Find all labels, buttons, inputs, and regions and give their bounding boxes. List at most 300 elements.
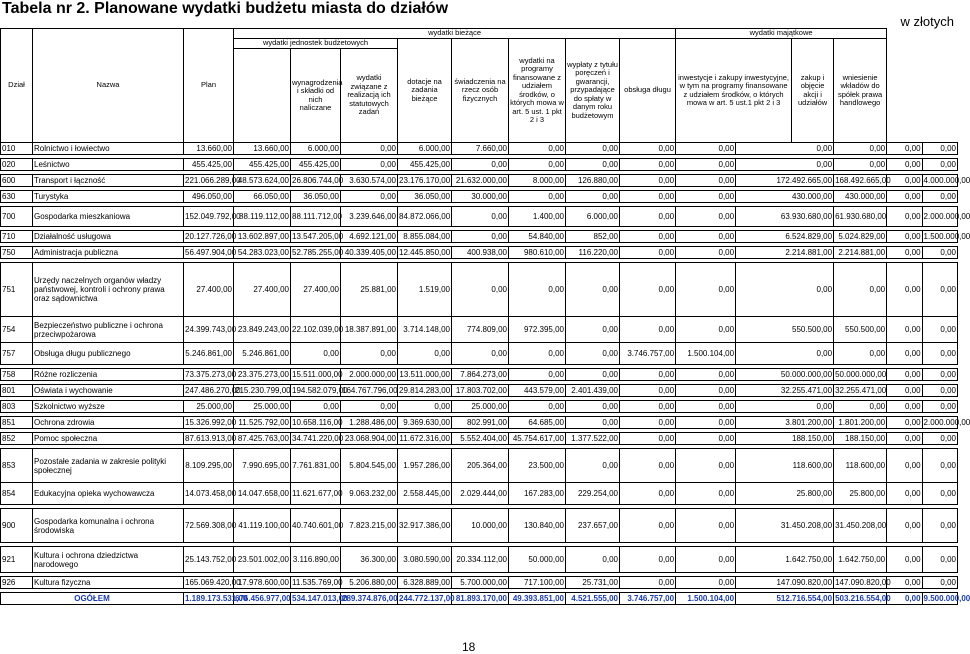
- value-cell: 31.450.208,00: [736, 509, 834, 543]
- dzial-code: 851: [1, 417, 33, 429]
- value-cell: 0,00: [452, 343, 509, 365]
- table-row: [1, 343, 958, 365]
- value-cell: 0,00: [676, 143, 736, 155]
- dzial-code: 700: [1, 207, 33, 227]
- value-cell: 5.700.000,00: [452, 577, 509, 589]
- value-cell: 50.000,00: [509, 547, 566, 573]
- dzial-code: 754: [1, 317, 33, 343]
- table-row: [1, 317, 958, 343]
- total-value: 503.216.554,00: [835, 594, 891, 603]
- value-cell: 26.806.744,00: [292, 176, 344, 185]
- value-cell: 0,00: [566, 417, 620, 429]
- value-cell: 3.116.890,00: [291, 547, 341, 573]
- value-cell: 73.375.273,00: [185, 370, 237, 379]
- value-cell: 430.000,00: [834, 191, 887, 203]
- value-cell: 0,00: [620, 207, 676, 227]
- header-wyplaty: wypłaty z tytułu poręczeń i gwarancji, przypadające do spłaty w danym roku budżetowym: [566, 39, 620, 143]
- dzial-name: Różne rozliczenia: [33, 369, 184, 381]
- value-cell: 0,00: [620, 191, 676, 203]
- value-cell: 247.486.270,00: [185, 386, 241, 395]
- value-cell: 4.000.000,00: [923, 176, 970, 185]
- value-cell: 27.400,00: [184, 263, 234, 317]
- total-value: 81.893.170,00: [452, 593, 509, 605]
- value-cell: 0,00: [566, 159, 620, 171]
- value-cell: 0,00: [566, 317, 620, 343]
- value-cell: 18.387.891,00: [341, 317, 398, 343]
- value-cell: 1.519,00: [398, 263, 452, 317]
- value-cell: 237.657,00: [566, 509, 620, 543]
- value-cell: 2.401.439,00: [566, 385, 620, 397]
- value-cell: 72.569.308,00: [184, 509, 234, 543]
- dzial-code: 600: [1, 175, 33, 187]
- value-cell: 0,00: [922, 385, 957, 397]
- value-cell: 717.100,00: [509, 577, 566, 589]
- value-cell: 0,00: [676, 247, 736, 259]
- value-cell: 1.500.000,00: [923, 232, 970, 241]
- value-cell: 0,00: [887, 175, 922, 187]
- table-row: [1, 449, 958, 483]
- value-cell: 0,00: [676, 263, 736, 317]
- value-cell: 0,00: [676, 369, 736, 381]
- value-cell: 0,00: [736, 343, 834, 365]
- value-cell: 25.800,00: [736, 483, 834, 505]
- value-cell: 0,00: [620, 247, 676, 259]
- value-cell: 23.375.273,00: [234, 369, 291, 381]
- value-cell: 0,00: [922, 369, 957, 381]
- value-cell: 0,00: [509, 369, 566, 381]
- value-cell: 0,00: [922, 191, 957, 203]
- value-cell: 972.395,00: [509, 317, 566, 343]
- value-cell: 0,00: [676, 483, 736, 505]
- value-cell: 1.642.750,00: [834, 547, 887, 573]
- value-cell: 496.050,00: [184, 191, 234, 203]
- value-cell: 0,00: [452, 159, 509, 171]
- value-cell: 0,00: [566, 343, 620, 365]
- value-cell: 1.957.286,00: [398, 449, 452, 483]
- value-cell: 0,00: [922, 509, 957, 543]
- value-cell: 0,00: [676, 385, 736, 397]
- value-cell: 0,00: [834, 343, 887, 365]
- value-cell: 27.400,00: [234, 263, 291, 317]
- value-cell: 0,00: [676, 207, 736, 227]
- value-cell: 215.230.799,00: [235, 386, 291, 395]
- header-swiadczenia: świadczenia na rzecz osób fizycznych: [452, 39, 509, 143]
- value-cell: 0,00: [922, 317, 957, 343]
- value-cell: 0,00: [887, 433, 922, 445]
- value-cell: 0,00: [341, 143, 398, 155]
- table-row: [1, 191, 958, 203]
- value-cell: 4.692.121,00: [341, 231, 398, 243]
- dzial-name: Rolnictwo i łowiectwo: [33, 143, 184, 155]
- value-cell: 25.000,00: [184, 401, 234, 413]
- value-cell: 0,00: [398, 401, 452, 413]
- table-row: [1, 433, 958, 445]
- value-cell: 126.880,00: [566, 175, 620, 187]
- value-cell: 88.119.112,00: [234, 207, 291, 227]
- value-cell: 40.339.405,00: [341, 247, 398, 259]
- value-cell: 0,00: [887, 509, 922, 543]
- dzial-name: Oświata i wychowanie: [33, 385, 184, 397]
- value-cell: 0,00: [887, 547, 922, 573]
- dzial-code: 757: [1, 343, 33, 365]
- value-cell: 0,00: [620, 385, 676, 397]
- value-cell: 36.050,00: [291, 191, 341, 203]
- total-value: 0,00: [887, 593, 922, 605]
- value-cell: 0,00: [291, 343, 341, 365]
- value-cell: 0,00: [887, 369, 922, 381]
- value-cell: 84.872.066,00: [398, 207, 452, 227]
- value-cell: 172.492.665,00: [736, 175, 834, 187]
- value-cell: 0,00: [887, 247, 922, 259]
- value-cell: 130.840,00: [509, 509, 566, 543]
- value-cell: 6.000,00: [398, 143, 452, 155]
- value-cell: 0,00: [736, 143, 834, 155]
- value-cell: 0,00: [922, 143, 957, 155]
- total-value: 3.746.757,00: [620, 593, 676, 605]
- value-cell: 0,00: [922, 577, 957, 589]
- value-cell: 443.579,00: [509, 385, 566, 397]
- value-cell: 118.600,00: [736, 449, 834, 483]
- value-cell: 11.525.792,00: [234, 417, 291, 429]
- table-row: [1, 175, 958, 187]
- total-value: 512.716.554,00: [736, 593, 834, 605]
- dzial-name: Gospodarka komunalna i ochrona środowiska: [33, 509, 184, 543]
- value-cell: 0,00: [620, 159, 676, 171]
- value-cell: 3.801.200,00: [736, 417, 834, 429]
- value-cell: 0,00: [566, 547, 620, 573]
- value-cell: 14.073.458,00: [184, 483, 234, 505]
- value-cell: 147.090.820,00: [835, 578, 891, 587]
- value-cell: 164.767.796,00: [342, 386, 398, 395]
- value-cell: 0,00: [452, 231, 509, 243]
- value-cell: 0,00: [676, 577, 736, 589]
- value-cell: 0,00: [922, 263, 957, 317]
- value-cell: 0,00: [676, 191, 736, 203]
- value-cell: 0,00: [620, 317, 676, 343]
- value-cell: 0,00: [676, 317, 736, 343]
- value-cell: 15.326.992,00: [185, 418, 237, 427]
- value-cell: 6.524.829,00: [736, 231, 834, 243]
- value-cell: 0,00: [887, 191, 922, 203]
- value-cell: 17.978.600,00: [234, 577, 291, 589]
- header-dotacje: dotacje na zadania bieżące: [398, 39, 452, 143]
- table-row: [1, 547, 958, 573]
- value-cell: 41.119.100,00: [234, 509, 291, 543]
- value-cell: 0,00: [452, 207, 509, 227]
- header-wydatki-biezace: wydatki bieżące: [234, 29, 676, 39]
- total-value: 4.521.555,00: [566, 593, 620, 605]
- value-cell: 25.881,00: [341, 263, 398, 317]
- value-cell: 0,00: [509, 343, 566, 365]
- value-cell: 0,00: [620, 175, 676, 187]
- value-cell: 188.150,00: [736, 433, 834, 445]
- header-nazwa: Nazwa: [33, 29, 184, 143]
- value-cell: 87.613.913,00: [185, 434, 237, 443]
- total-value: 1.189.173.531,00: [185, 594, 248, 603]
- value-cell: 32.917.386,00: [398, 509, 452, 543]
- value-cell: 5.246.861,00: [234, 343, 291, 365]
- value-cell: 23.176.170,00: [399, 176, 451, 185]
- value-cell: 9.369.630,00: [398, 417, 452, 429]
- value-cell: 0,00: [676, 231, 736, 243]
- value-cell: 0,00: [736, 159, 834, 171]
- value-cell: 0,00: [566, 401, 620, 413]
- header-dzial: Dział: [1, 29, 33, 143]
- dzial-code: 900: [1, 509, 33, 543]
- value-cell: 1.500.104,00: [676, 343, 736, 365]
- dzial-name: Transport i łączność: [33, 175, 184, 187]
- value-cell: 118.600,00: [834, 449, 887, 483]
- value-cell: 0,00: [566, 449, 620, 483]
- value-cell: 1.377.522,00: [566, 433, 620, 445]
- value-cell: 0,00: [509, 401, 566, 413]
- value-cell: 774.809,00: [452, 317, 509, 343]
- value-cell: 147.090.820,00: [736, 577, 834, 589]
- value-cell: 0,00: [620, 449, 676, 483]
- total-value: 289.374.876,00: [342, 594, 398, 603]
- value-cell: 0,00: [676, 433, 736, 445]
- table-row: [1, 509, 958, 543]
- total-value: 534.147.013,00: [292, 594, 348, 603]
- value-cell: 13.660,00: [184, 143, 234, 155]
- value-cell: 0,00: [676, 175, 736, 187]
- value-cell: 0,00: [887, 401, 922, 413]
- value-cell: 0,00: [341, 191, 398, 203]
- dzial-name: Kultura fizyczna: [33, 577, 184, 589]
- value-cell: 0,00: [736, 263, 834, 317]
- total-value: 49.393.851,00: [509, 593, 566, 605]
- header-wniesienie: wniesienie wkładów do spółek prawa handlowego: [834, 39, 887, 143]
- value-cell: 23.849.243,00: [234, 317, 291, 343]
- value-cell: 0,00: [291, 401, 341, 413]
- dzial-name: Ochrona zdrowia: [33, 417, 184, 429]
- dzial-code: 020: [1, 159, 33, 171]
- header-wydatki-majatkowe: wydatki majątkowe: [676, 29, 887, 39]
- header-wydatki-jednostek: wydatki jednostek budżetowych: [234, 39, 398, 49]
- value-cell: 23.501.002,00: [234, 547, 291, 573]
- value-cell: 0,00: [887, 449, 922, 483]
- dzial-code: 853: [1, 449, 33, 483]
- value-cell: 0,00: [922, 483, 957, 505]
- value-cell: 5.246.861,00: [184, 343, 234, 365]
- table-row: [1, 577, 958, 589]
- table-row: [1, 483, 958, 505]
- value-cell: 64.685,00: [509, 417, 566, 429]
- dzial-code: 926: [1, 577, 33, 589]
- value-cell: 0,00: [620, 547, 676, 573]
- value-cell: 8.000,00: [509, 175, 566, 187]
- value-cell: 455.425,00: [234, 159, 291, 171]
- value-cell: 7.660,00: [452, 143, 509, 155]
- value-cell: 0,00: [452, 263, 509, 317]
- value-cell: 7.761.831,00: [291, 449, 341, 483]
- table-row: [1, 159, 958, 171]
- value-cell: 3.630.574,00: [341, 175, 398, 187]
- value-cell: 5.024.829,00: [834, 231, 887, 243]
- value-cell: 0,00: [620, 483, 676, 505]
- value-cell: 0,00: [887, 159, 922, 171]
- value-cell: 48.573.624,00: [234, 175, 291, 187]
- value-cell: 0,00: [620, 401, 676, 413]
- value-cell: 23.068.904,00: [341, 433, 398, 445]
- value-cell: 25.143.752,00: [184, 547, 234, 573]
- value-cell: 56.497.904,00: [185, 248, 237, 257]
- value-cell: 0,00: [922, 159, 957, 171]
- value-cell: 0,00: [676, 509, 736, 543]
- value-cell: 2.000.000,00: [923, 418, 970, 427]
- value-cell: 0,00: [620, 263, 676, 317]
- value-cell: 0,00: [887, 263, 922, 317]
- dzial-code: 852: [1, 433, 33, 445]
- value-cell: 24.399.743,00: [184, 317, 234, 343]
- table-row: [1, 231, 958, 243]
- value-cell: 0,00: [620, 143, 676, 155]
- value-cell: 0,00: [341, 401, 398, 413]
- value-cell: 17.803.702,00: [452, 385, 509, 397]
- value-cell: 9.063.232,00: [341, 483, 398, 505]
- value-cell: 0,00: [566, 369, 620, 381]
- value-cell: 0,00: [566, 191, 620, 203]
- value-cell: 25.731,00: [566, 577, 620, 589]
- value-cell: 0,00: [676, 417, 736, 429]
- value-cell: 54.283.023,00: [234, 247, 291, 259]
- value-cell: 0,00: [620, 577, 676, 589]
- value-cell: 0,00: [922, 433, 957, 445]
- value-cell: 11.672.316,00: [399, 434, 450, 443]
- dzial-name: Leśnictwo: [33, 159, 184, 171]
- value-cell: 980.610,00: [509, 247, 566, 259]
- value-cell: 30.000,00: [452, 191, 509, 203]
- value-cell: 25.000,00: [452, 401, 509, 413]
- value-cell: 165.069.420,00: [185, 578, 241, 587]
- value-cell: 168.492.665,00: [835, 176, 891, 185]
- dzial-code: 854: [1, 483, 33, 505]
- value-cell: 27.400,00: [291, 263, 341, 317]
- total-label: OGÓŁEM: [1, 593, 184, 605]
- value-cell: 11.621.677,00: [291, 483, 341, 505]
- table-row: [1, 143, 958, 155]
- value-cell: 31.450.208,00: [834, 509, 887, 543]
- value-cell: 550.500,00: [834, 317, 887, 343]
- value-cell: 152.049.792,00: [184, 207, 234, 227]
- total-row: [1, 593, 958, 605]
- value-cell: 12.445.850,00: [399, 248, 451, 257]
- value-cell: 455.425,00: [398, 159, 452, 171]
- value-cell: 455.425,00: [184, 159, 234, 171]
- value-cell: 11.535.769,00: [292, 578, 343, 587]
- dzial-code: 710: [1, 231, 33, 243]
- value-cell: 36.300,00: [341, 547, 398, 573]
- value-cell: 88.111.712,00: [291, 207, 341, 227]
- page-number: 18: [462, 640, 476, 654]
- header-programy: wydatki na programy finansowane z udziałem środków, o których mowa w art. 5 ust. 1 pkt 2 i 3: [509, 39, 566, 143]
- table-header: [1, 29, 958, 143]
- value-cell: 63.930.680,00: [736, 207, 834, 227]
- value-cell: 6.000,00: [291, 143, 341, 155]
- total-value: 676.456.977,00: [235, 594, 291, 603]
- dzial-name: Szkolnictwo wyższe: [33, 401, 184, 413]
- value-cell: 0,00: [509, 159, 566, 171]
- value-cell: 2.214.881,00: [834, 247, 887, 259]
- value-cell: 0,00: [887, 317, 922, 343]
- value-cell: 14.047.658,00: [234, 483, 291, 505]
- dzial-name: Obsługa długu publicznego: [33, 343, 184, 365]
- dzial-name: Działalność usługowa: [33, 231, 184, 243]
- value-cell: 0,00: [620, 509, 676, 543]
- value-cell: 34.741.220,00: [292, 434, 344, 443]
- value-cell: 7.990.695,00: [234, 449, 291, 483]
- value-cell: 2.029.444,00: [452, 483, 509, 505]
- value-cell: 455.425,00: [291, 159, 341, 171]
- value-cell: 0,00: [736, 401, 834, 413]
- value-cell: 52.785.255,00: [292, 248, 344, 257]
- value-cell: 0,00: [887, 143, 922, 155]
- table-title: Tabela nr 2. Planowane wydatki budżetu miasta do działów: [2, 0, 449, 17]
- value-cell: 0,00: [922, 343, 957, 365]
- header-plan: Plan: [184, 29, 234, 143]
- value-cell: 22.102.039,00: [291, 317, 341, 343]
- value-cell: 0,00: [922, 547, 957, 573]
- value-cell: 32.255.471,00: [736, 385, 834, 397]
- value-cell: 430.000,00: [736, 191, 834, 203]
- value-cell: 6.328.889,00: [398, 577, 452, 589]
- table-row: [1, 263, 958, 317]
- dzial-code: 630: [1, 191, 33, 203]
- value-cell: 2.000.000,00: [922, 207, 957, 227]
- value-cell: 194.582.079,00: [292, 386, 348, 395]
- value-cell: 0,00: [620, 369, 676, 381]
- value-cell: 5.804.545,00: [341, 449, 398, 483]
- dzial-name: Urzędy naczelnych organów władzy państwowej, kontroli i ochrony prawa oraz sądownictwa: [33, 263, 184, 317]
- value-cell: 40.740.601,00: [291, 509, 341, 543]
- value-cell: 54.840,00: [509, 231, 566, 243]
- header-inwestycje: inwestycje i zakupy inwestycyjne, w tym na programy finansowane z udziałem środków, o których mowa w art. 5 ust.1 pkt 2 i 3: [676, 39, 792, 143]
- value-cell: 221.066.289,00: [185, 176, 241, 185]
- total-value: 1.500.104,00: [676, 593, 736, 605]
- total-value: 244.772.137,00: [399, 594, 455, 603]
- value-cell: 8.855.084,00: [398, 231, 452, 243]
- value-cell: 15.511.000,00: [292, 370, 343, 379]
- value-cell: 0,00: [922, 401, 957, 413]
- value-cell: 205.364,00: [452, 449, 509, 483]
- budget-table: [0, 28, 970, 605]
- table-row: [1, 385, 958, 397]
- value-cell: 0,00: [341, 159, 398, 171]
- value-cell: 0,00: [509, 191, 566, 203]
- value-cell: 0,00: [834, 143, 887, 155]
- dzial-name: Kultura i ochrona dziedzictwa narodowego: [33, 547, 184, 573]
- value-cell: 20.127.726,00: [185, 232, 237, 241]
- value-cell: 0,00: [834, 159, 887, 171]
- value-cell: 0,00: [566, 263, 620, 317]
- header-wydatki-zwiazane: wydatki związane z realizacją ich statutowych zadań: [341, 49, 398, 143]
- value-cell: 2.000.000,00: [341, 369, 398, 381]
- header-zakup: zakup i objęcie akcji i udziałów: [792, 39, 834, 143]
- value-cell: 0,00: [620, 433, 676, 445]
- value-cell: 29.814.283,00: [399, 386, 451, 395]
- dzial-name: Bezpieczeństwo publiczne i ochrona przeciwpożarowa: [33, 317, 184, 343]
- value-cell: 0,00: [887, 483, 922, 505]
- value-cell: 802.991,00: [452, 417, 509, 429]
- value-cell: 0,00: [620, 231, 676, 243]
- value-cell: 0,00: [341, 343, 398, 365]
- value-cell: 0,00: [398, 343, 452, 365]
- value-cell: 0,00: [887, 417, 922, 429]
- value-cell: 0,00: [887, 577, 922, 589]
- dzial-code: 803: [1, 401, 33, 413]
- value-cell: 1.801.200,00: [834, 417, 887, 429]
- value-cell: 0,00: [887, 385, 922, 397]
